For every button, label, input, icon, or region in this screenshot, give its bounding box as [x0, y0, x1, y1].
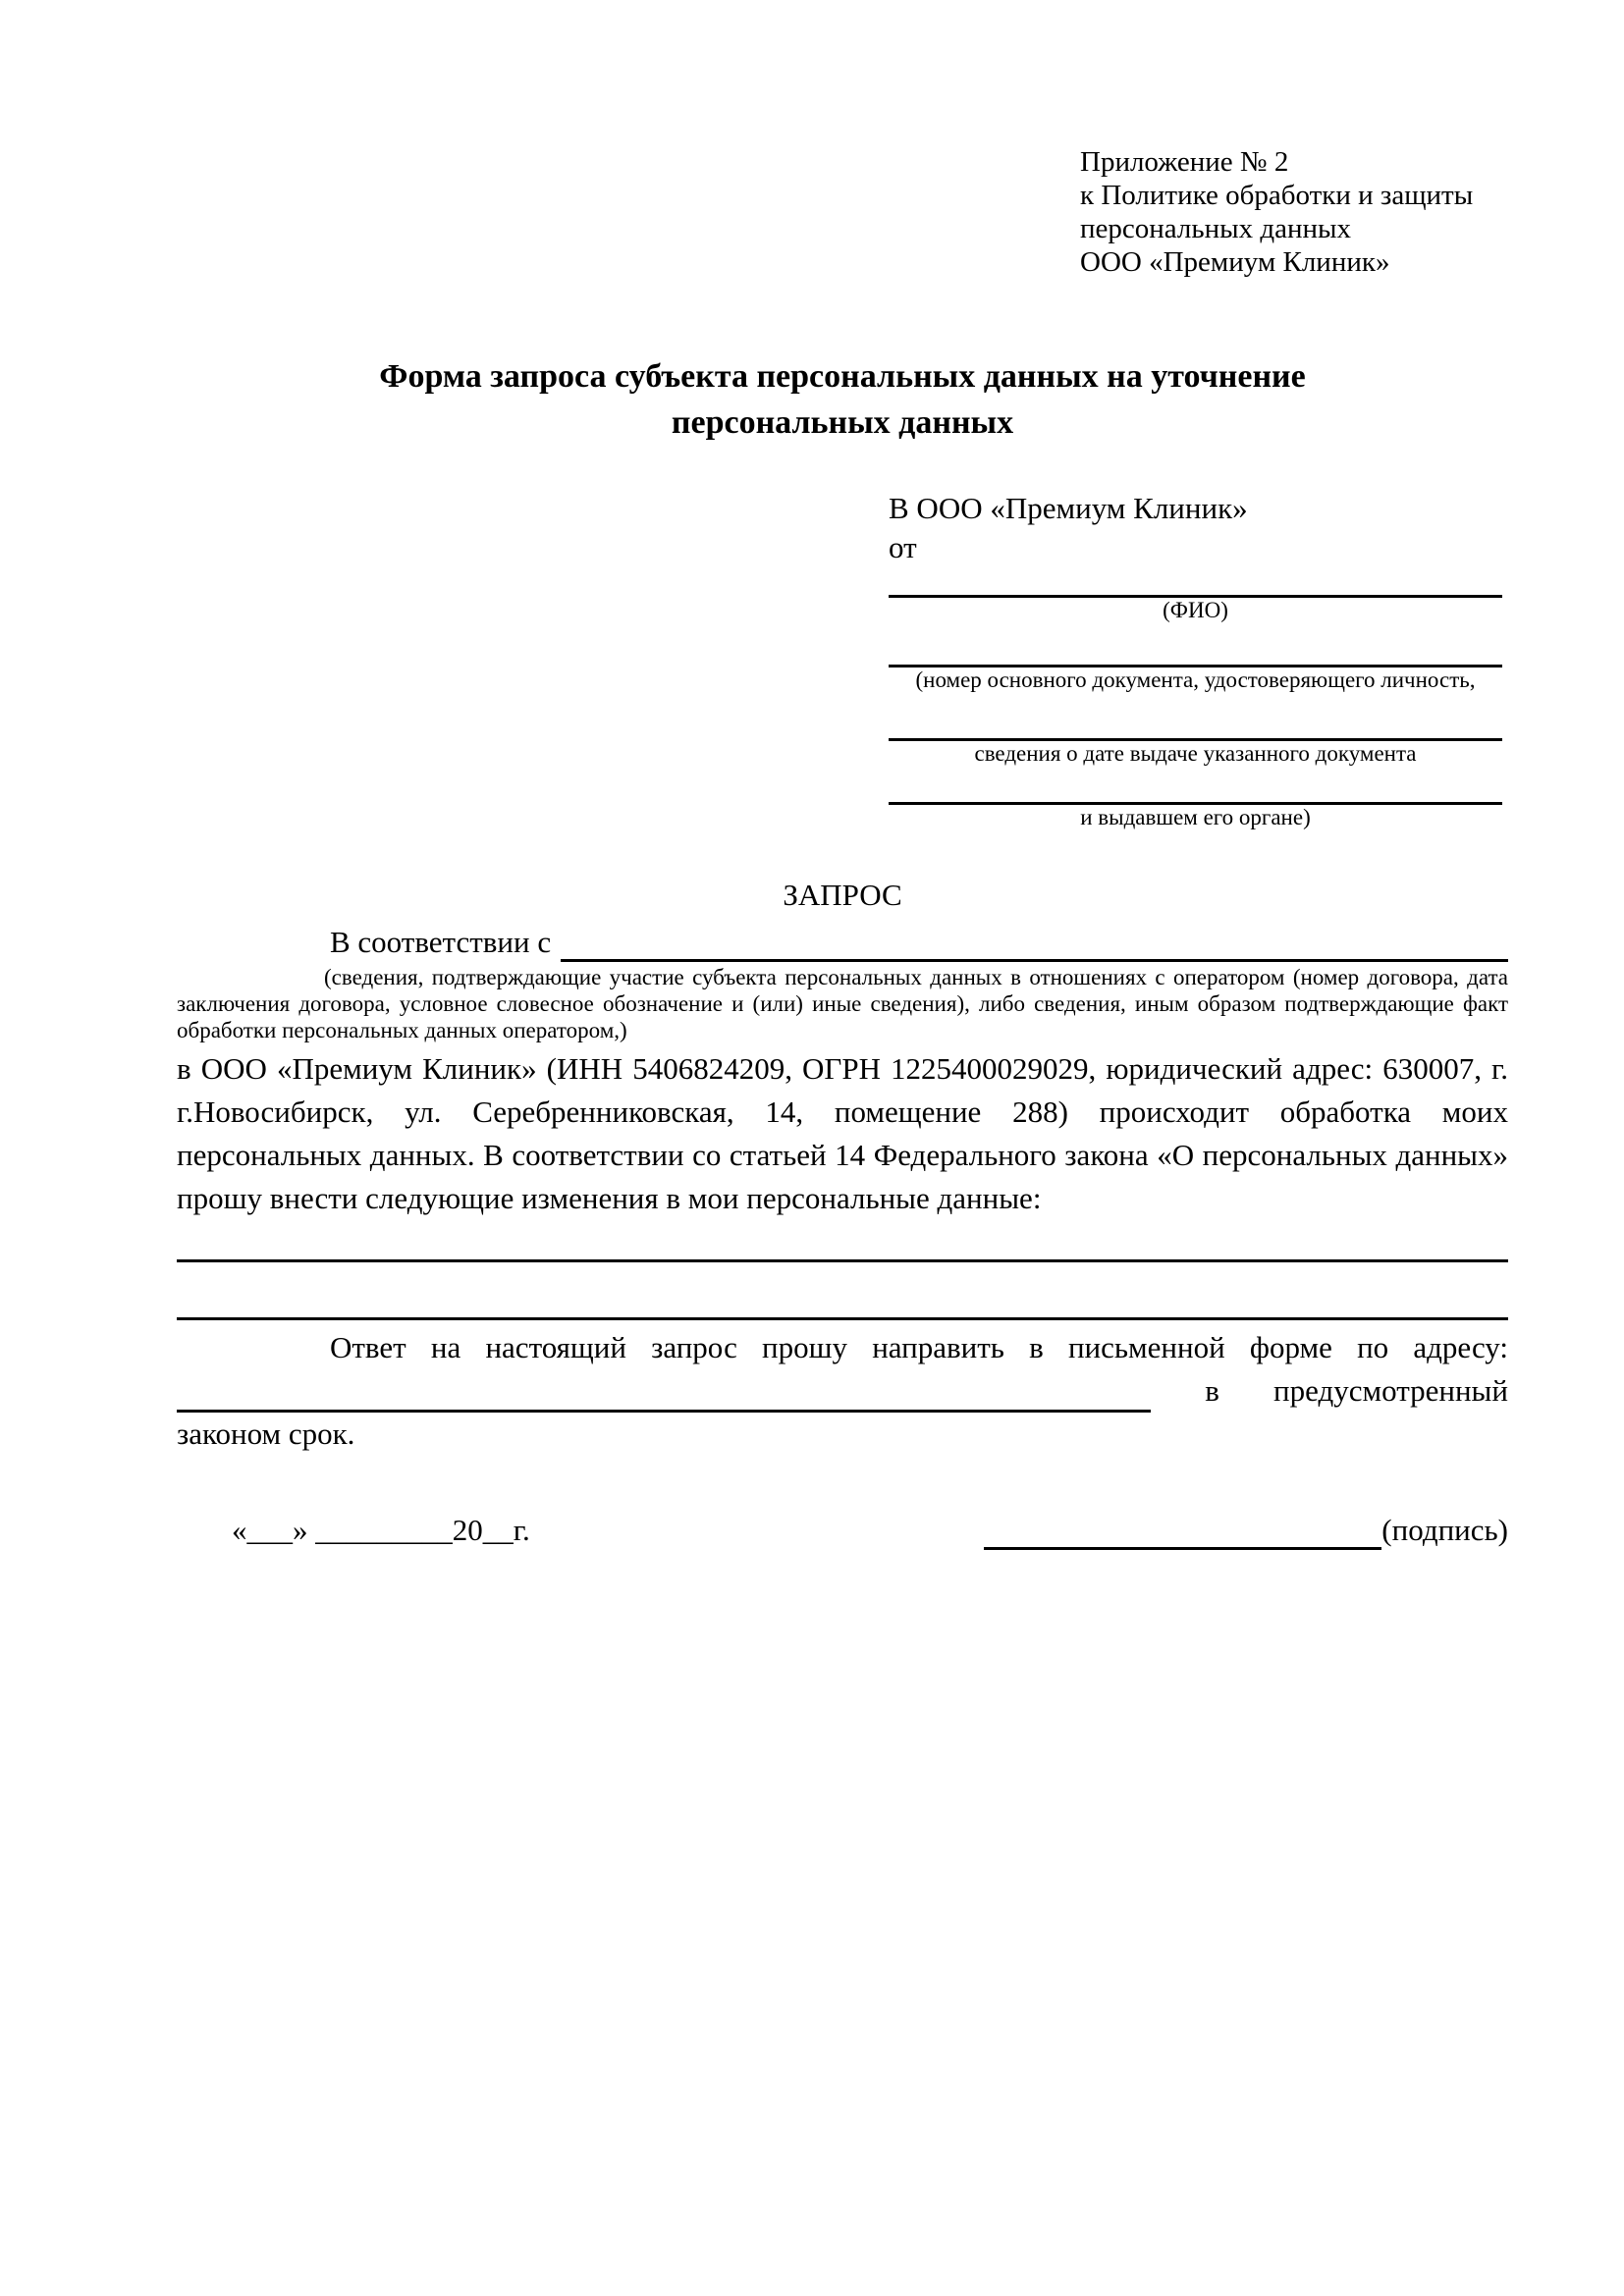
issue-date-field [889, 738, 1502, 767]
date-fill-line: «___» _________20__г. [232, 1513, 530, 1547]
reply-sentence: Ответ на настоящий запрос прошу направить в письменной форме по адресу: [330, 1330, 1508, 1364]
addressee-block [889, 489, 1502, 830]
changes-fill-line-1 [177, 1259, 1508, 1262]
signature-caption: (подпись) [1381, 1513, 1508, 1547]
request-heading: ЗАПРОС [783, 878, 902, 912]
issuing-authority-caption: и выдавшем его органе) [1080, 805, 1311, 829]
basis-fill-line [561, 929, 1508, 962]
appendix-line: Приложение № 2 [1080, 146, 1289, 178]
doc-number-field [889, 665, 1502, 693]
appendix-line: ООО «Премиум Клиник» [1080, 246, 1390, 278]
reply-word: в [1205, 1373, 1219, 1408]
signature-fill-line [984, 1517, 1381, 1550]
issue-date-caption: сведения о дате выдаче указанного документа [974, 741, 1417, 766]
page-content [177, 0, 1508, 1550]
addressee-from: от [889, 530, 917, 564]
issuing-authority-field [889, 802, 1502, 830]
appendix-line: к Политике обработки и защиты [1080, 180, 1474, 211]
signature-row [177, 1511, 1508, 1550]
doc-number-caption: (номер основного документа, удостоверяющего личность, [915, 667, 1476, 692]
reply-word: предусмотренный [1273, 1373, 1508, 1408]
addressee-to: В ООО «Премиум Клиник» [889, 491, 1248, 525]
form-title: Форма запроса субъекта персональных данных на уточнение персональных данных [379, 358, 1306, 441]
fio-field [889, 595, 1502, 623]
appendix-block [1080, 145, 1508, 279]
fio-caption: (ФИО) [1163, 598, 1228, 622]
address-fill-line [177, 1377, 1151, 1413]
reply-address-line [177, 1369, 1508, 1413]
legal-note: (сведения, подтверждающие участие субъекта персональных данных в отношениях с оператором (номер договора, дата заключения договора, условное словесное обозначение и (или) иные сведения), либо сведения, иным образом подтверждающие факт обработки персональных данных оператором,) [177, 965, 1508, 1042]
intro-line [177, 923, 1508, 962]
request-body: в ООО «Премиум Клиник» (ИНН 5406824209, ОГРН 1225400029029, юридический адрес: 630007, г. г.Новосибирск, ул. Серебренниковская, 14, помещение 288) происходит обработка моих персональных данных. В соответствии со статьей 14 Федерального закона «О персональных данных» прошу внести следующие изменения в мои персональные данные: [177, 1051, 1508, 1215]
reply-end: законом срок. [177, 1416, 355, 1451]
signature-part [984, 1511, 1508, 1550]
appendix-line: персональных данных [1080, 213, 1352, 244]
intro-text: В соответствии с [330, 925, 552, 959]
changes-fill-line-2 [177, 1317, 1508, 1320]
